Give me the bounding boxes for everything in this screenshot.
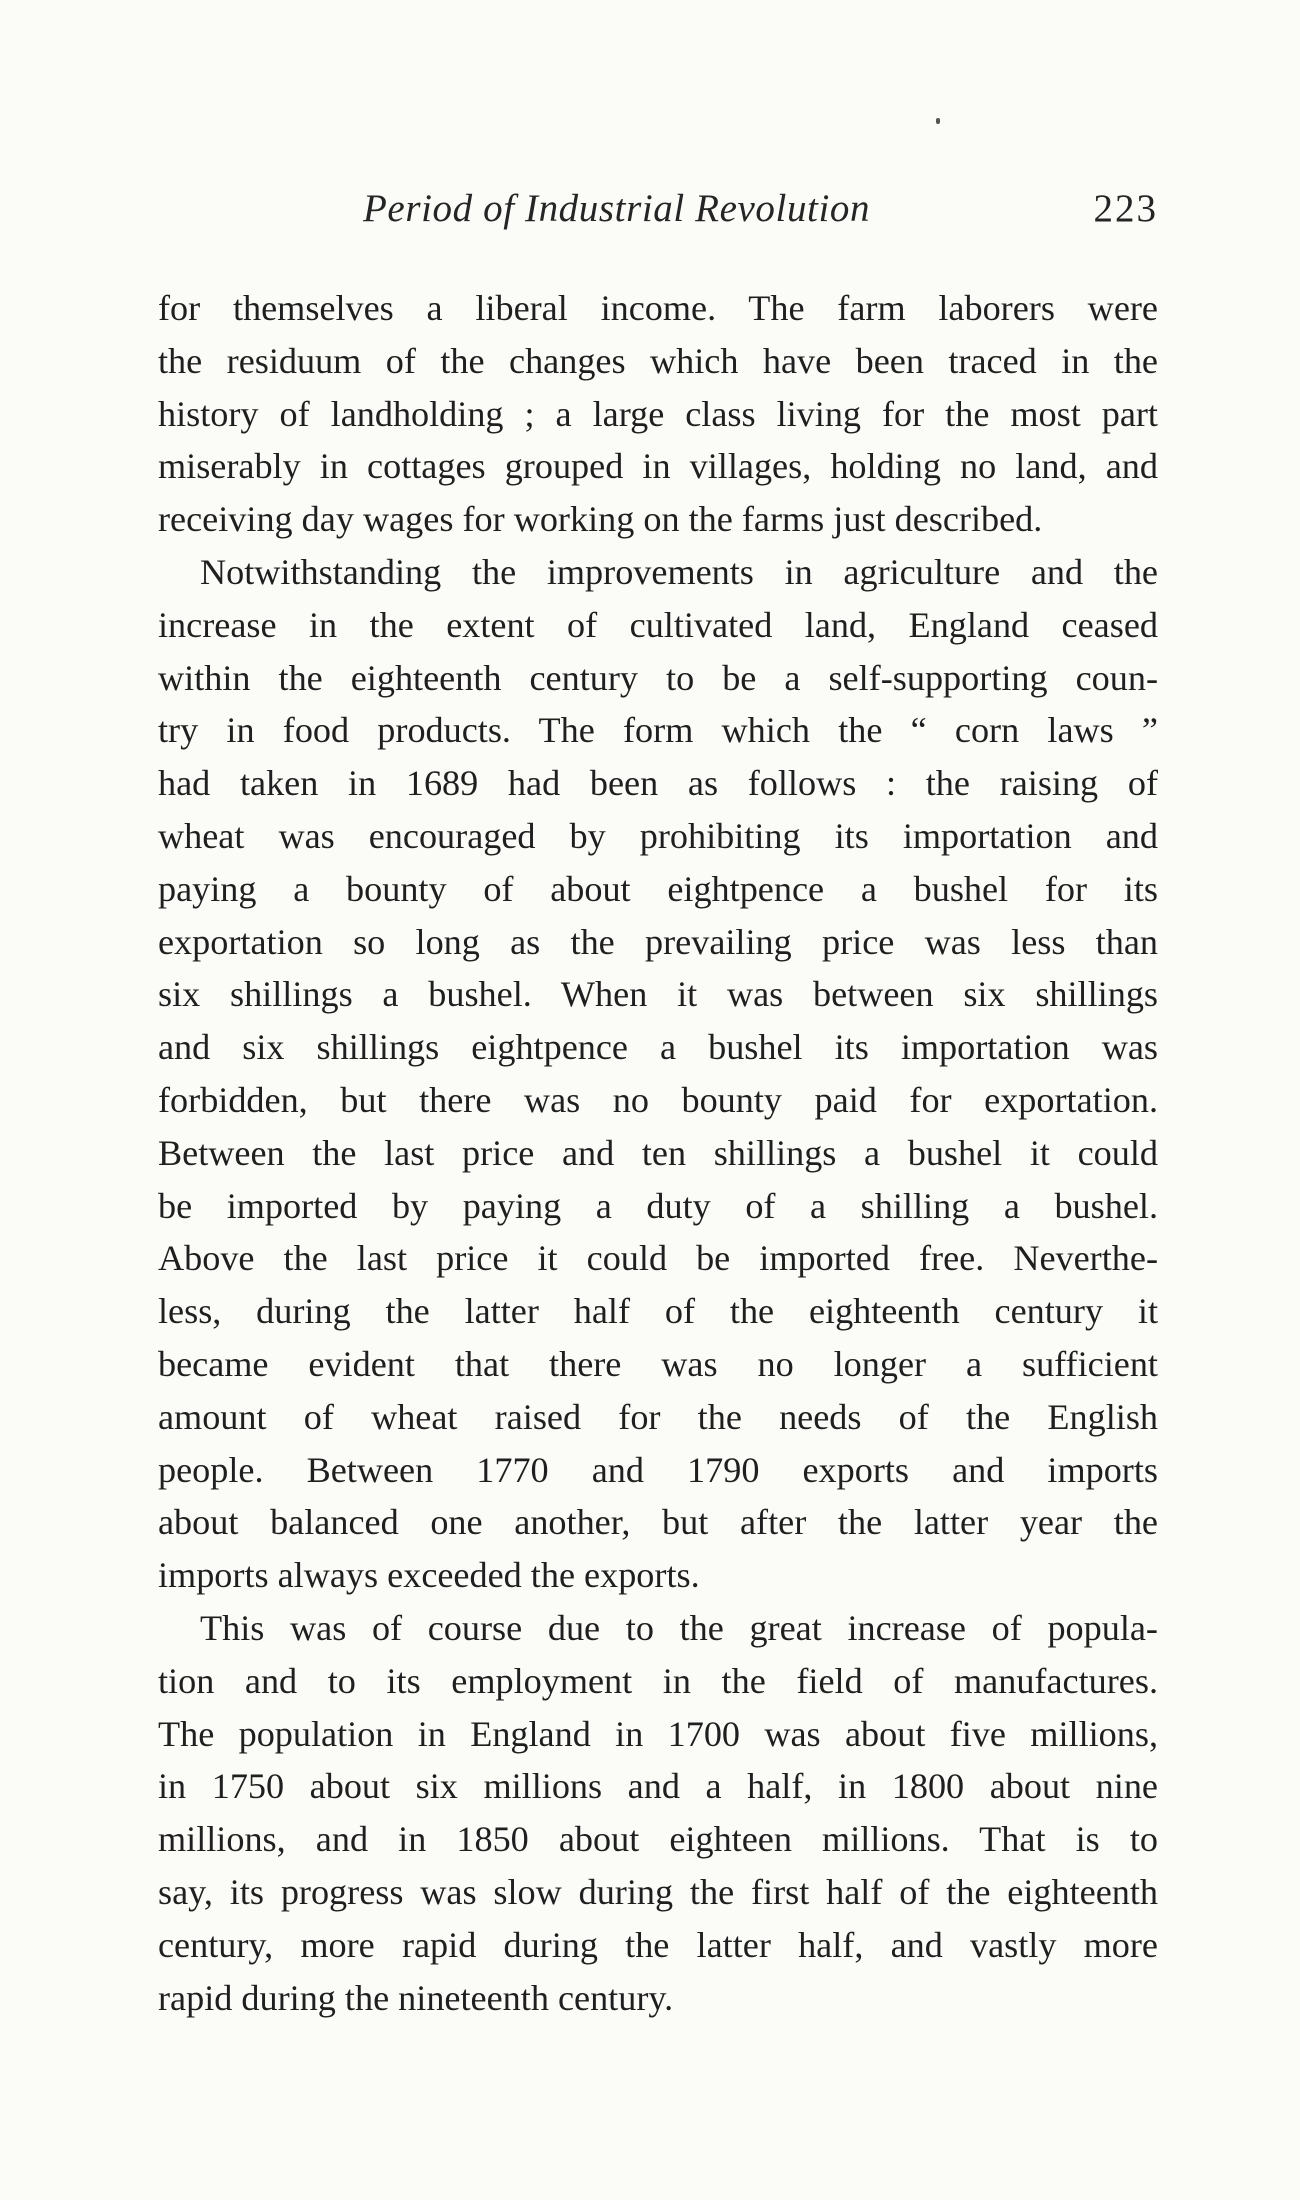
- text-line: became evident that there was no longer a sufficient: [158, 1343, 1158, 1384]
- body-text: [158, 282, 1158, 2024]
- paragraph-first-line: Notwithstanding the improvements in agriculture and the: [200, 551, 1158, 592]
- text-line: miserably in cottages grouped in villages, holding no land, and: [158, 446, 1158, 487]
- text-line: people. Between 1770 and 1790 exports and imports: [158, 1449, 1158, 1490]
- text-line: say, its progress was slow during the first half of the eighteenth: [158, 1871, 1158, 1912]
- page-number: 223: [1093, 187, 1158, 230]
- text-line: century, more rapid during the latter half, and vastly more: [158, 1924, 1158, 1965]
- text-line: The population in England in 1700 was about five millions,: [158, 1713, 1158, 1754]
- text-line: imports always exceeded the exports.: [158, 1555, 700, 1596]
- text-line: try in food products. The form which the “ corn laws ”: [158, 710, 1158, 751]
- text-line: rapid during the nineteenth century.: [158, 1977, 674, 2018]
- text-line: about balanced one another, but after the latter year the: [158, 1502, 1158, 1543]
- text-line: paying a bounty of about eightpence a bushel for its: [158, 868, 1158, 909]
- text-line: Between the last price and ten shillings a bushel it could: [158, 1132, 1158, 1173]
- text-line: Above the last price it could be imported free. Neverthe-: [158, 1238, 1158, 1279]
- text-line: less, during the latter half of the eighteenth century it: [158, 1291, 1158, 1332]
- text-line: receiving day wages for working on the farms just described.: [158, 499, 1043, 540]
- paragraph-first-line: This was of course due to the great increase of popula-: [200, 1607, 1158, 1648]
- text-line: wheat was encouraged by prohibiting its importation and: [158, 815, 1158, 856]
- running-title: Period of Industrial Revolution: [363, 187, 871, 230]
- text-line: history of landholding ; a large class living for the most part: [158, 393, 1158, 434]
- text-line: forbidden, but there was no bounty paid for exportation.: [158, 1079, 1158, 1120]
- page-header: [158, 186, 1158, 242]
- text-line: the residuum of the changes which have been traced in the: [158, 340, 1158, 381]
- ink-speck: [936, 118, 940, 124]
- text-line: amount of wheat raised for the needs of the English: [158, 1396, 1158, 1437]
- text-line: six shillings a bushel. When it was between six shillings: [158, 974, 1158, 1015]
- text-line: had taken in 1689 had been as follows : the raising of: [158, 763, 1158, 804]
- text-line: and six shillings eightpence a bushel its importation was: [158, 1027, 1158, 1068]
- text-line: exportation so long as the prevailing price was less than: [158, 921, 1158, 962]
- text-line: tion and to its employment in the field of manufactures.: [158, 1660, 1158, 1701]
- text-line: for themselves a liberal income. The farm laborers were: [158, 288, 1158, 328]
- text-line: be imported by paying a duty of a shilling a bushel.: [158, 1185, 1158, 1226]
- text-line: within the eighteenth century to be a self-supporting coun-: [158, 657, 1158, 698]
- text-line: millions, and in 1850 about eighteen millions. That is to: [158, 1819, 1158, 1860]
- text-line: increase in the extent of cultivated land, England ceased: [158, 604, 1158, 645]
- text-line: in 1750 about six millions and a half, in 1800 about nine: [158, 1766, 1158, 1807]
